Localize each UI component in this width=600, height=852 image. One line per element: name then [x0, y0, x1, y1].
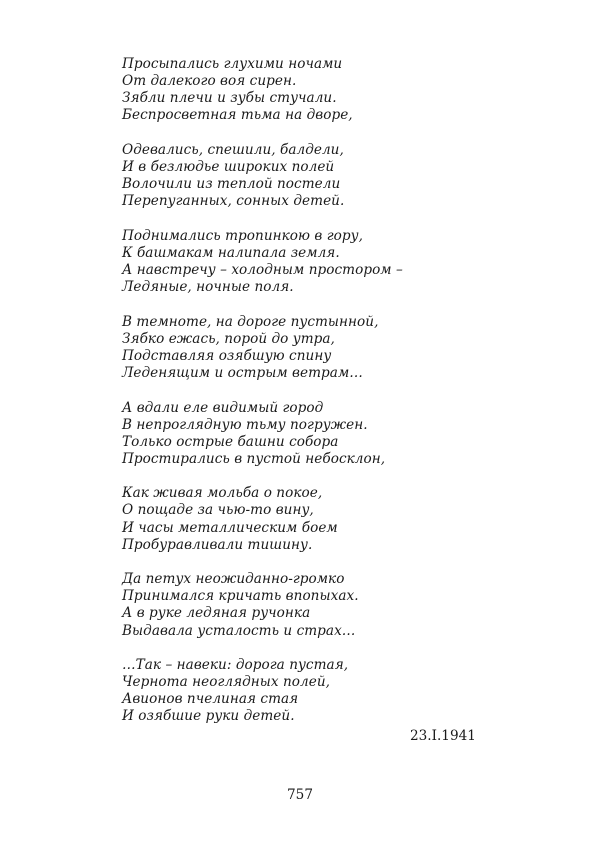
poem-line: Ледяные, ночные поля.: [122, 279, 294, 296]
poem-line: Зябли плечи и зубы стучали.: [122, 90, 337, 107]
poem-line: И часы металлическим боем: [122, 519, 338, 536]
poem-line: В темноте, на дороге пустынной,: [122, 313, 379, 330]
poem-line: Перепуганных, сонных детей.: [122, 193, 345, 210]
poem-line: О пощаде за чью-то вину,: [122, 502, 314, 519]
poem-line: Волочили из теплой постели: [122, 176, 341, 193]
stanza-6: [122, 485, 522, 553]
poem-line: Выдавала усталость и страх…: [122, 622, 356, 639]
stanza-4: [122, 314, 522, 382]
page-number: 757: [287, 787, 313, 803]
poem-line: Подставляя озябшую спину: [122, 347, 332, 364]
poem-line: И в безлюдье широких полей: [122, 158, 335, 175]
stanza-8: [122, 657, 522, 725]
stanza-3: [122, 228, 522, 296]
poem-line: Просыпались глухими ночами: [122, 56, 343, 72]
poem-date: 23.I.1941: [410, 728, 476, 744]
poem-line: Зябко ежась, порой до утра,: [122, 330, 335, 347]
poem-line: …Так – навеки: дорога пустая,: [122, 657, 349, 674]
poem-line: А вдали еле видимый город: [122, 399, 324, 416]
poem-line: Как живая мольба о покое,: [122, 485, 323, 502]
poem-line: Только острые башни собора: [122, 433, 339, 450]
poem-line: Поднимались тропинкою в гору,: [122, 227, 363, 244]
poem-line: От далекого воя сирен.: [122, 73, 297, 90]
stanza-5: [122, 400, 522, 468]
poem-line: К башмакам налипала земля.: [122, 244, 340, 261]
poem-line: Одевались, спешили, балдели,: [122, 141, 344, 158]
poem-line: Леденящим и острым ветрам…: [122, 364, 363, 381]
stanza-1: [122, 56, 522, 124]
poem-line: Авионов пчелиная стая: [122, 691, 299, 708]
poem-line: Простирались в пустой небосклон,: [122, 450, 386, 467]
poem-line: А в руке ледяная ручонка: [122, 605, 311, 622]
poem-line: Беспросветная тьма на дворе,: [122, 107, 353, 124]
poem-line: Пробуравливали тишину.: [122, 536, 313, 553]
stanza-7: [122, 571, 522, 639]
stanza-2: [122, 142, 522, 210]
poem-line: И озябшие руки детей.: [122, 708, 295, 725]
poem: [122, 56, 522, 743]
poem-line: Чернота неоглядных полей,: [122, 674, 331, 691]
poem-line: Да петух неожиданно-громко: [122, 571, 345, 588]
poem-line: Принимался кричать впопыхах.: [122, 588, 359, 605]
poem-line: А навстречу – холодным простором –: [122, 261, 403, 278]
poem-line: В непроглядную тьму погружен.: [122, 416, 368, 433]
